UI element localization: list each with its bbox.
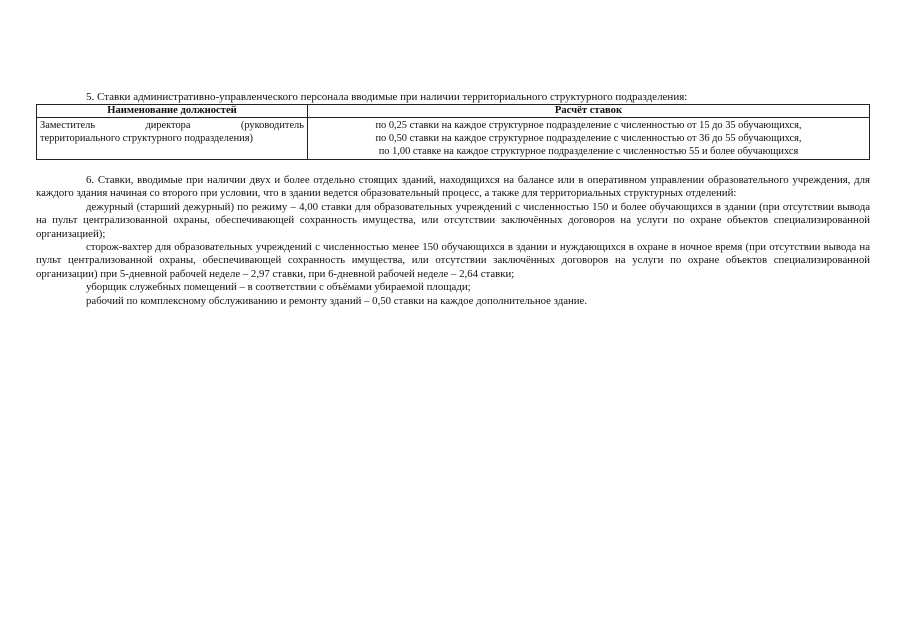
document-content [36, 91, 870, 308]
section-6-item-watchman: сторож-вахтер для образовательных учреждений с численностью менее 150 обучающихся в здании и нуждающихся в охране в ночное время (при отсутствии вывода на пульт централизованной охраны, обеспечивающей сохранность имущества, или отсутствии заключённых договоров на услуги по охране объектов специализированной организации) при 5-дневной рабочей неделе – 2,97 ставки, при 6-дневной рабочей неделе – 2,64 ставки; [36, 241, 870, 280]
position-word: директора [145, 120, 191, 131]
header-rate-calculation: Расчёт ставок [308, 105, 870, 118]
section-5-title: 5. Ставки административно-управленческого персонала вводимые при наличии территориального структурного подразделения: [86, 91, 688, 103]
staff-rates-table [36, 104, 870, 160]
table-row [37, 118, 870, 160]
position-line-2: территориального структурного подразделения) [40, 133, 253, 144]
section-6-item-duty-officer: дежурный (старший дежурный) по режиму – 4,00 ставки для образовательных учреждений с численностью 150 и более обучающихся в здании (при отсутствии вывода на пульт централизованной охраны, обеспечивающей сохранность имущества, или отсутствии заключённых договоров на услуги по охране объектов специализированной организацией); [36, 200, 870, 240]
section-6-item-cleaner: уборщик служебных помещений – в соответствии с объёмами убираемой площади; [86, 281, 471, 294]
section-6-item-maintenance-worker: рабочий по комплексному обслуживанию и ремонту зданий – 0,50 ставки на каждое дополнительное здание. [86, 294, 588, 307]
position-line-1 [40, 119, 304, 132]
rate-line-3: по 1,00 ставке на каждое структурное подразделение с численностью 55 и более обучающихся [378, 146, 799, 157]
header-position-names: Наименование должностей [37, 105, 308, 118]
table-header-row [37, 105, 870, 118]
position-word: Заместитель [40, 120, 96, 131]
section-6 [36, 174, 870, 308]
position-word: (руководитель [240, 120, 304, 131]
rate-line-1: по 0,25 ставки на каждое структурное подразделение с численностью от 15 до 35 обучающихся, [375, 120, 802, 131]
section-6-intro: 6. Ставки, вводимые при наличии двух и более отдельно стоящих зданий, находящихся на балансе или в оперативном управлении образовательного учреждения, для каждого здания начиная со второго при условии, что в здании ведется образовательный процесс, а также для территориальных структурных отделений: [36, 174, 870, 200]
rate-calculation-cell [308, 118, 870, 160]
position-cell [37, 118, 308, 160]
rate-line-2: по 0,50 ставки на каждое структурное подразделение с численностью от 36 до 55 обучающихся, [375, 133, 802, 144]
